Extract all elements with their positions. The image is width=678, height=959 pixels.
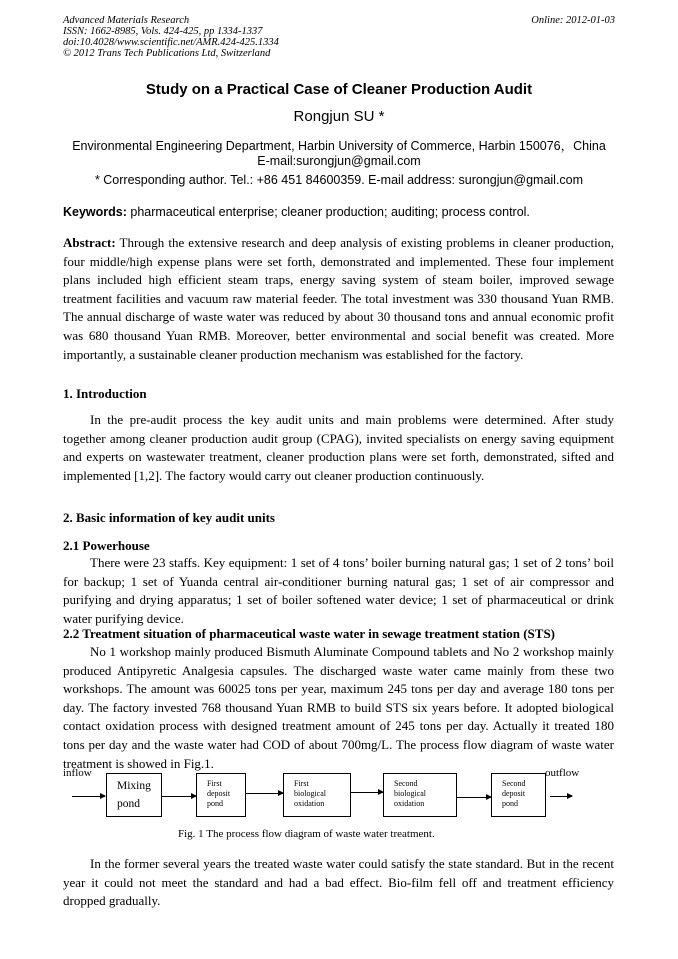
box-label: oxidation: [394, 799, 425, 808]
abstract-label: Abstract:: [63, 235, 116, 250]
author: Rongjun SU *: [293, 108, 385, 125]
intro-heading: 1. Introduction: [63, 386, 147, 401]
arrow: [72, 796, 105, 797]
keywords-label: Keywords:: [63, 205, 127, 219]
section22-text: No 1 workshop mainly produced Bismuth Aluminate Compound tablets and No 2 workshop mainly produced Antipyretic Analgesia capsules. The discharged waste water came mainly from these two workshops. The amount was 60025 tons per year, maximum 245 tons per day and average 180 tons per day. The factory invested 768 thousand Yuan RMB to build STS six years before. It adopted biological contact oxidation process with designed treatment amount of 245 tons per day. Actually it treated 180 tons per day and the waste water had COD of about 700mg/L. The process flow diagram of waste water treatment is showed in Fig.1.: [63, 644, 614, 771]
box-label: pond: [117, 798, 140, 810]
abstract-text: Through the extensive research and deep analysis of existing problems in cleaner production, four middle/high expense plans were set forth, demonstrated and implemented. These four implement plans included high efficient steam traps, energy saving system of steam boiler, improved sewage treatment facilities and vacuum raw material feeder. The total investment was 330 thousand Yuan RMB. The annual discharge of waste water was reduced by about 30 thousand tons and annual economic profit was 680 thousand Yuan RMB. Moreover, better environmental and social benefit was created. More importantly, a sustainable cleaner production mechanism was established for the factory.: [63, 235, 614, 362]
abstract: [63, 234, 614, 364]
arrow: [162, 796, 196, 797]
keywords: [63, 203, 614, 222]
corresponding-author: * Corresponding author. Tel.: +86 451 84600359. E-mail address: surongjun@gmail.com: [94, 173, 584, 187]
email: E-mail:surongjun@gmail.com: [257, 154, 421, 168]
issn: ISSN: 1662-8985, Vols. 424-425, pp 1334-1337: [63, 26, 263, 37]
online-date: Online: 2012-01-03: [531, 15, 615, 26]
figure-caption: Fig. 1 The process flow diagram of waste water treatment.: [178, 828, 435, 840]
arrow: [246, 793, 283, 794]
box-first-deposit-pond: [196, 773, 246, 817]
box-label: Second: [394, 779, 418, 788]
box-label: biological: [394, 789, 426, 798]
keywords-text: pharmaceutical enterprise; cleaner production; auditing; process control.: [126, 205, 530, 219]
doi: doi:10.4028/www.scientific.net/AMR.424-425.1334: [63, 37, 279, 48]
box-label: Mixing: [117, 780, 151, 792]
box-mixing-pond: [106, 773, 162, 817]
section22-heading: 2.2 Treatment situation of pharmaceutical waste water in sewage treatment station (STS): [63, 626, 556, 641]
section21-text: There were 23 staffs. Key equipment: 1 set of 4 tons’ boiler burning natural gas; 1 set of 2 tons’ boil for backup; 1 set of Yuanda central air-conditioner burning natural gas; 1 set of air compressor and purifying and drying apparatus; 1 set of boiler softened water device; 1 set of pharmaceutical or drink water purifying device.: [63, 555, 614, 626]
box-label: deposit: [502, 789, 526, 798]
journal-name: Advanced Materials Research: [63, 15, 190, 26]
box-label: oxidation: [294, 799, 325, 808]
arrow: [457, 797, 491, 798]
affiliation: Environmental Engineering Department, Harbin University of Commerce, Harbin 150076，China: [72, 139, 606, 153]
box-label: Second: [502, 779, 526, 788]
box-label: First: [294, 779, 309, 788]
section2-heading: 2. Basic information of key audit units: [63, 510, 275, 525]
final-paragraph: In the former several years the treated waste water could satisfy the state standard. But in the recent year it could not meet the standard and had a bad effect. Bio-film fell off and treatment efficiency dropped gradually.: [63, 856, 614, 909]
box-label: pond: [502, 799, 518, 808]
inflow-label: inflow: [63, 767, 92, 779]
copyright: © 2012 Trans Tech Publications Ltd, Switzerland: [63, 48, 271, 59]
arrow: [550, 796, 572, 797]
arrow: [351, 792, 383, 793]
box-label: deposit: [207, 789, 231, 798]
paper-title: Study on a Practical Case of Cleaner Production Audit: [145, 81, 533, 98]
box-first-biological-oxidation: [283, 773, 351, 817]
outflow-label: outflow: [545, 767, 580, 779]
section21-heading: 2.1 Powerhouse: [63, 538, 150, 553]
intro-text: In the pre-audit process the key audit units and main problems were determined. After study together among cleaner production audit group (CPAG), invited specialists on energy saving equipment and experts on wastewater treatment, cleaner production plans were set forth, demonstrated, sifted and implemented [1,2]. The factory would carry out cleaner production continuously.: [63, 412, 614, 483]
box-label: pond: [207, 799, 223, 808]
box-label: First: [207, 779, 222, 788]
box-label: biological: [294, 789, 326, 798]
box-second-biological-oxidation: [383, 773, 457, 817]
journal-header: [63, 15, 279, 59]
box-second-deposit-pond: [491, 773, 546, 817]
